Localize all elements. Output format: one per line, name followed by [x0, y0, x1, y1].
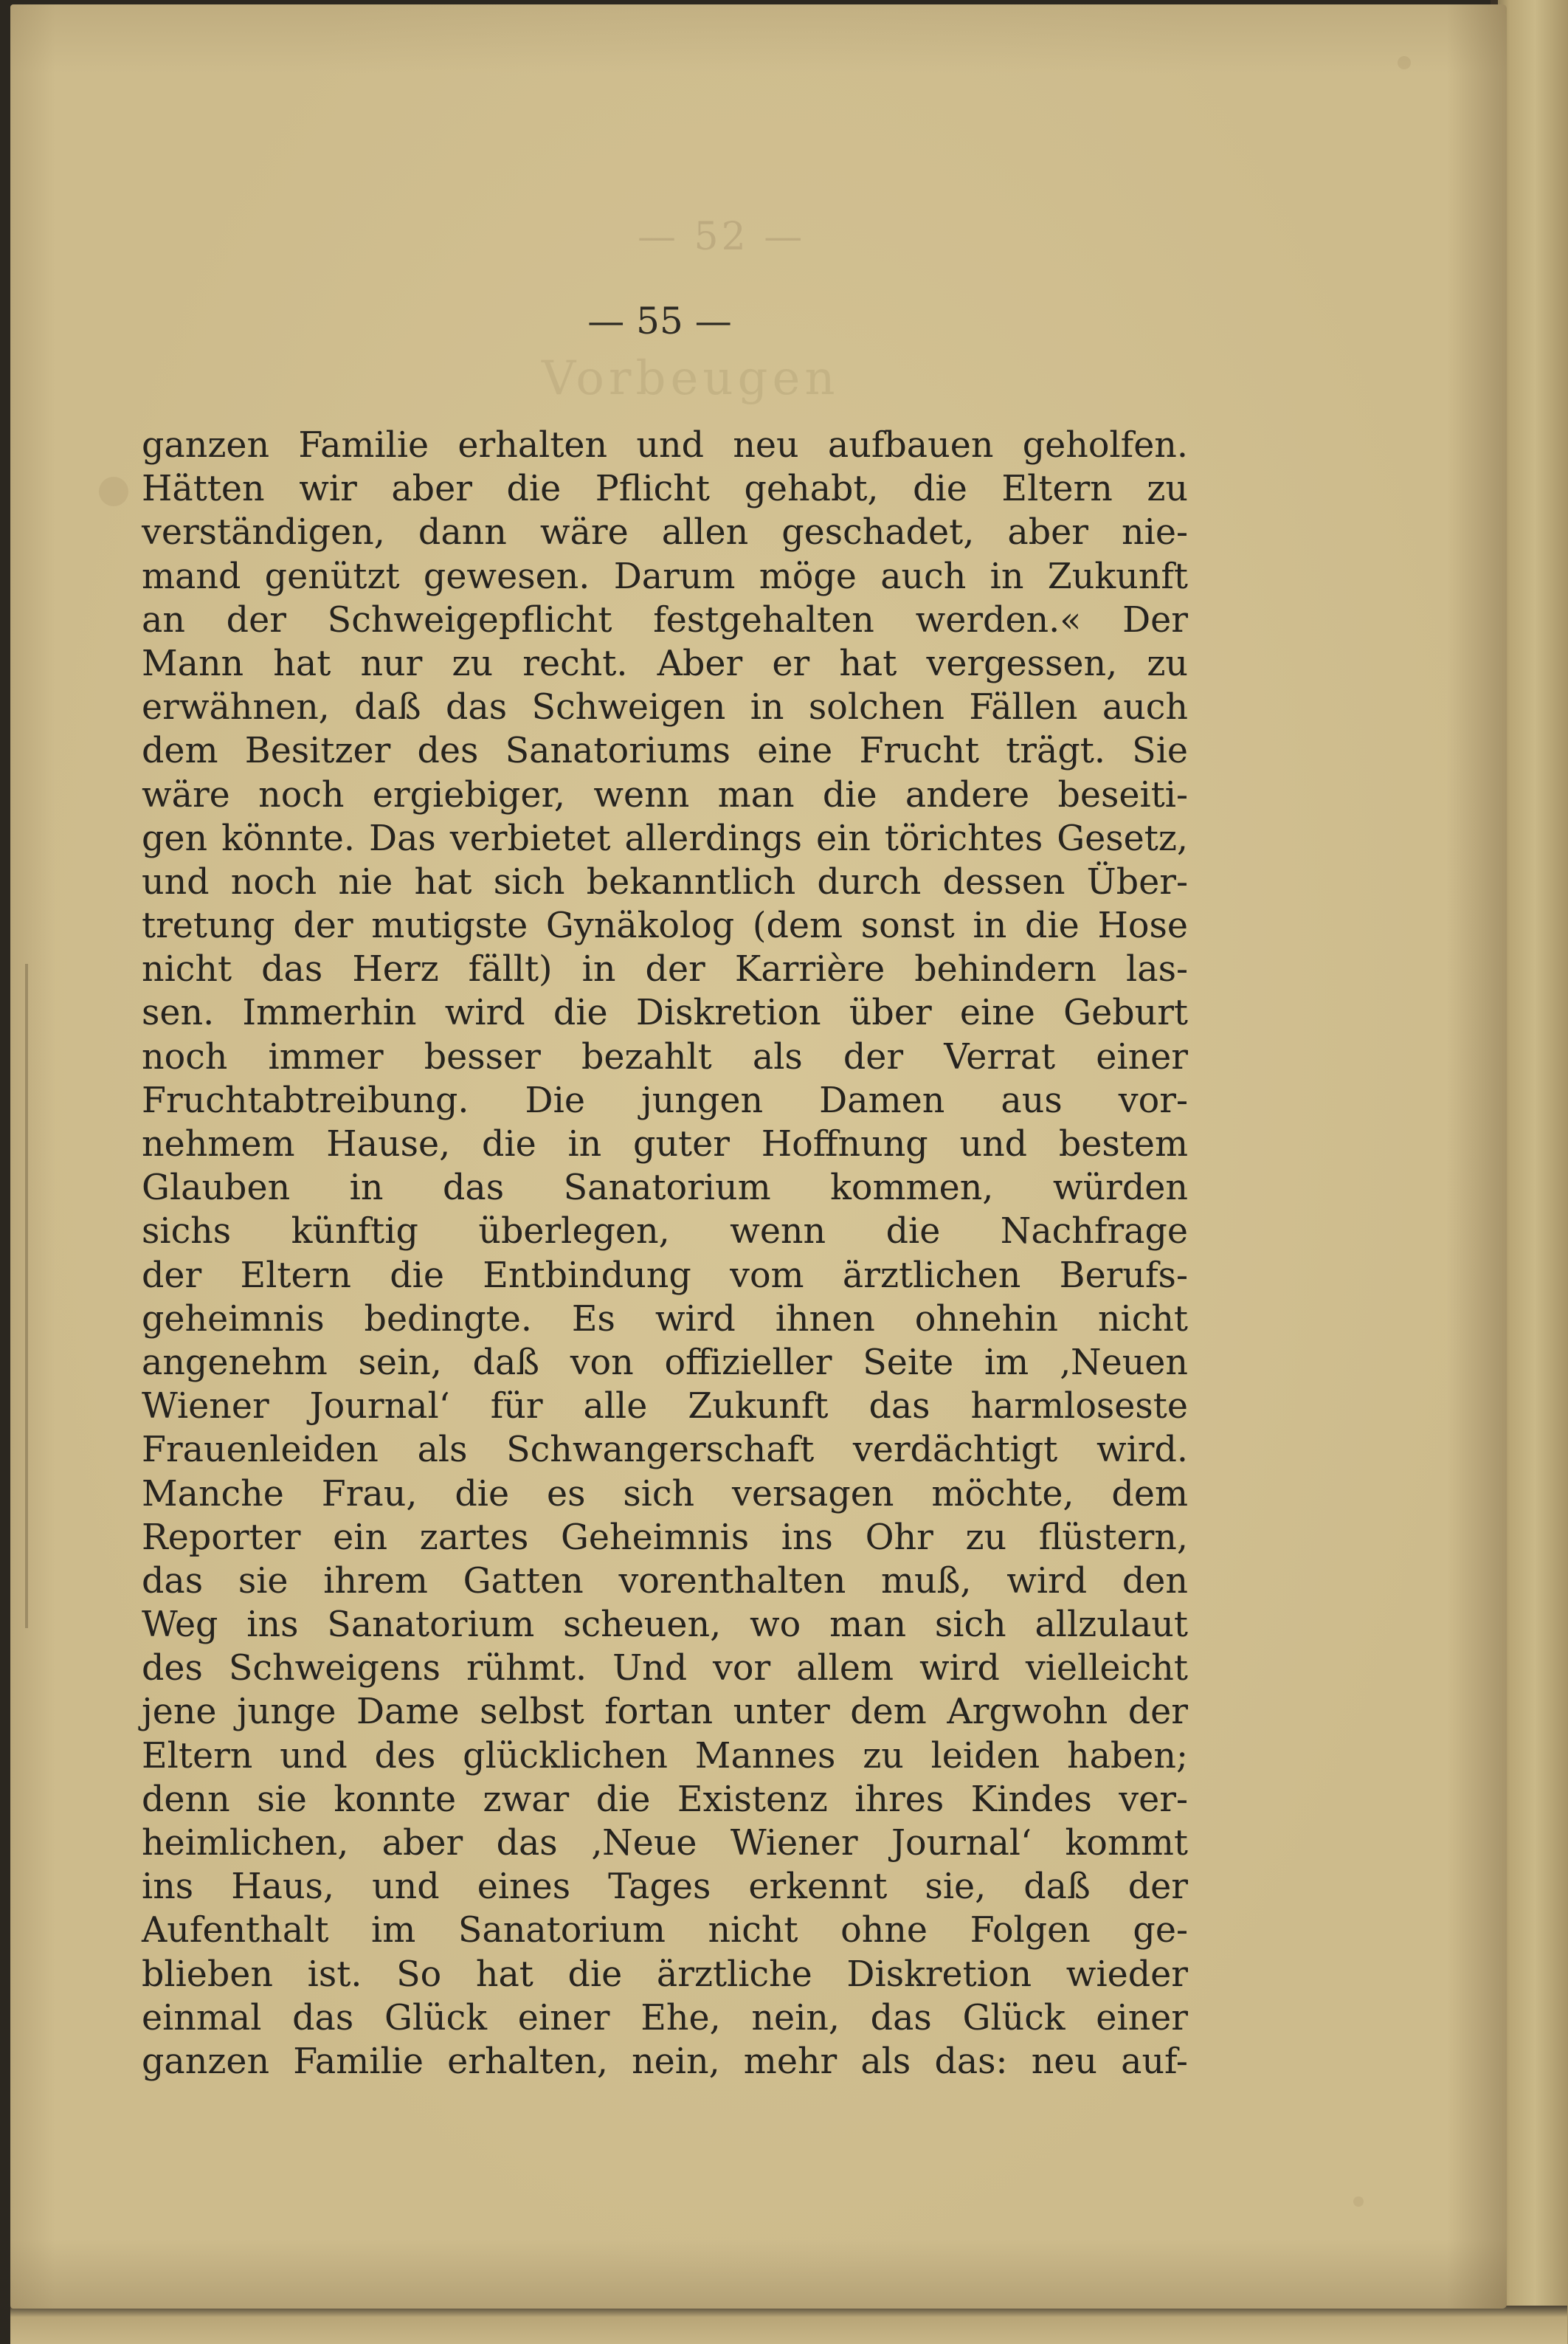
text-line: nehmem Hause, die in guter Hoffnung und bestem — [142, 1124, 1188, 1165]
text-line: Hätten wir aber die Pflicht gehabt, die Eltern zu — [142, 469, 1188, 510]
bleed-through-number: — 52 — — [638, 215, 806, 259]
text-line: sen. Immerhin wird die Diskretion über eine Geburt — [142, 993, 1188, 1034]
text-line: und noch nie hat sich bekanntlich durch dessen Über- — [142, 861, 1188, 903]
text-line: verständigen, dann wäre allen geschadet, aber nie- — [142, 512, 1188, 554]
text-line: des Schweigens rühmt. Und vor allem wird vielleicht — [142, 1648, 1188, 1689]
text-line: Fruchtabtreibung. Die jungen Damen aus vor- — [142, 1080, 1188, 1121]
text-line: geheimnis bedingte. Es wird ihnen ohnehin nicht — [142, 1298, 1188, 1340]
text-line: mand genützt gewesen. Darum möge auch in Zukunft — [142, 556, 1188, 597]
book-page — [10, 4, 1507, 2309]
text-line: noch immer besser bezahlt als der Verrat einer — [142, 1036, 1188, 1078]
text-line: erwähnen, daß das Schweigen in solchen Fällen auch — [142, 687, 1188, 728]
text-line: ganzen Familie erhalten und neu aufbauen geholfen. — [142, 425, 1188, 466]
text-line: Reporter ein zartes Geheimnis ins Ohr zu flüstern, — [142, 1517, 1188, 1558]
text-line: Wiener Journal‘ für alle Zukunft das harmloseste — [142, 1386, 1188, 1427]
text-line: tretung der mutigste Gynäkolog (dem sonst in die Hose — [142, 906, 1188, 947]
text-line: wäre noch ergiebiger, wenn man die andere beseiti- — [142, 774, 1188, 816]
text-line: sichs künftig überlegen, wenn die Nachfrage — [142, 1211, 1188, 1252]
text-line: Weg ins Sanatorium scheuen, wo man sich allzulaut — [142, 1604, 1188, 1646]
text-line: denn sie konnte zwar die Existenz ihres Kindes ver- — [142, 1779, 1188, 1820]
text-line: ins Haus, und eines Tages erkennt sie, daß der — [142, 1866, 1188, 1908]
margin-mark — [25, 964, 28, 1628]
text-line: angenehm sein, daß von offizieller Seite im ‚Neuen — [142, 1342, 1188, 1383]
text-line: ganzen Familie erhalten, nein, mehr als das: neu auf- — [142, 2041, 1188, 2082]
page-number: — 55 — — [587, 300, 732, 342]
text-line: nicht das Herz fällt) in der Karrière behindern las- — [142, 949, 1188, 990]
text-line: blieben ist. So hat die ärztliche Diskretion wieder — [142, 1954, 1188, 1995]
text-line: jene junge Dame selbst fortan unter dem Argwohn der — [142, 1692, 1188, 1733]
paper-stain — [1353, 2196, 1364, 2207]
text-line: Glauben in das Sanatorium kommen, würden — [142, 1168, 1188, 1209]
text-line: der Eltern die Entbindung vom ärztlichen Berufs- — [142, 1255, 1188, 1296]
text-line: Aufenthalt im Sanatorium nicht ohne Folgen ge- — [142, 1910, 1188, 1951]
text-line: das sie ihrem Gatten vorenthalten muß, wird den — [142, 1560, 1188, 1602]
text-line: gen könnte. Das verbietet allerdings ein törichtes Gesetz, — [142, 818, 1188, 859]
text-line: an der Schweigepflicht festgehalten werden.« Der — [142, 599, 1188, 641]
text-line: heimlichen, aber das ‚Neue Wiener Journal‘ kommt — [142, 1823, 1188, 1864]
text-line: Mann hat nur zu recht. Aber er hat vergessen, zu — [142, 643, 1188, 684]
page-bottom-edge — [10, 2306, 1567, 2344]
text-line: einmal das Glück einer Ehe, nein, das Glück einer — [142, 1997, 1188, 2038]
paper-stain — [1398, 56, 1411, 69]
bleed-through-title: Vorbeugen — [542, 351, 840, 406]
text-line: Manche Frau, die es sich versagen möchte, dem — [142, 1473, 1188, 1514]
text-line: Eltern und des glücklichen Mannes zu leiden haben; — [142, 1735, 1188, 1776]
text-line: dem Besitzer des Sanatoriums eine Frucht trägt. Sie — [142, 731, 1188, 772]
text-line: Frauenleiden als Schwangerschaft verdächtigt wird. — [142, 1430, 1188, 1471]
body-text — [142, 424, 1188, 2083]
paper-stain — [99, 477, 128, 506]
